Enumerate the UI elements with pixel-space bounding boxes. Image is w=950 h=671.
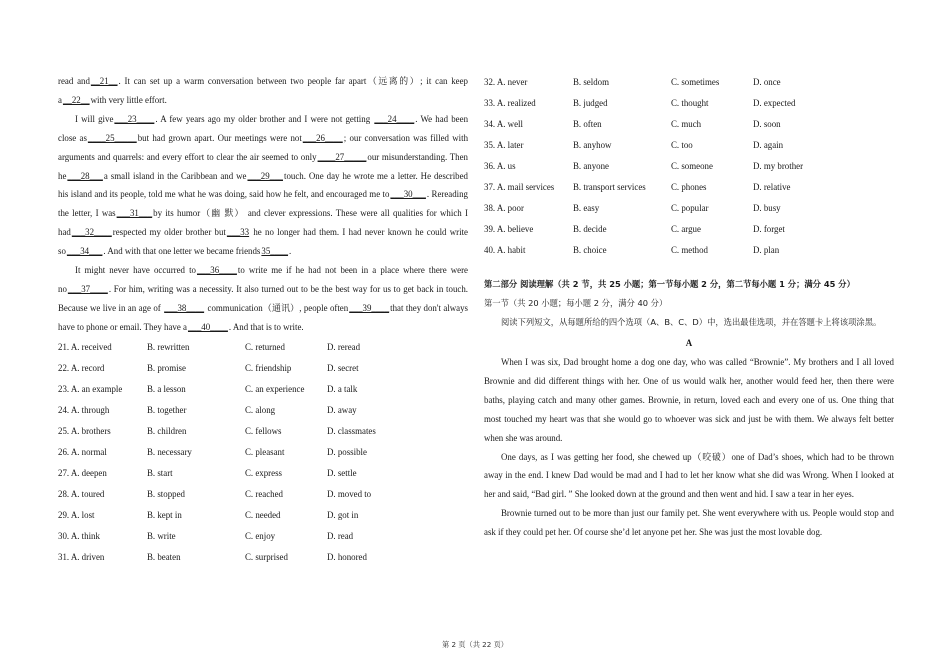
page-footer: 第 2 页（共 22 页） [442, 640, 508, 649]
option-choice: D. soon [753, 119, 781, 129]
option-choice: D. again [753, 140, 784, 150]
option-choice: D. plan [753, 245, 780, 255]
option-row [58, 547, 468, 568]
option-row [58, 421, 468, 442]
option-choice: C. needed [245, 509, 281, 520]
option-row [58, 337, 468, 358]
left-column [58, 72, 468, 568]
cloze-blank: ____25_____ [87, 132, 137, 143]
paragraph-text: that they don't always have to phone or email. They have a [58, 302, 468, 332]
paragraph-text: touch. One day he wrote me a letter. He described his island and its people, told me what he was doing, said how he felt, and encouraged me to [58, 170, 468, 200]
paragraph-text: . It can set up a warm conversation between two people far apart（远离的）; it can keep a [58, 76, 468, 105]
option-choice: D. busy [753, 203, 781, 213]
cloze-blank: ___26____ [302, 132, 343, 143]
cloze-blank: ___29___ [247, 170, 283, 181]
option-choice: D. got in [327, 509, 359, 520]
cloze-blank: ___31___ [116, 208, 153, 219]
option-choice: D. forget [753, 224, 785, 234]
option-row [58, 463, 468, 484]
option-choice: D. expected [753, 98, 796, 108]
option-choice: C. fellows [245, 425, 282, 436]
paragraph-text: . For him, writing was a necessity. It also turned out to be the best way for us to get back in touch. Because we live in an age of [58, 283, 468, 313]
paragraph-text: a small island in the Caribbean and we [103, 170, 247, 181]
cloze-blank: ___38____ [164, 302, 205, 313]
option-choice: 37. A. mail services [484, 182, 555, 192]
option-choice: 25. A. brothers [58, 425, 111, 436]
option-choice: 28. A. toured [58, 488, 105, 499]
passage-paragraph: When I was six, Dad brought home a dog one day, who was called “Brownie”. My brothers and I all loved Brownie and did different things with her. One of us would walk her, another would feed her, then there were baths, playing catch and many other games. Brownie, in return, loved each and every one of us. One thing that most touched my heart was that she would go to whoever was sick and just be with them. We always felt better when she was around. [484, 357, 894, 443]
option-choice: C. much [671, 119, 702, 129]
option-choice: C. someone [671, 161, 713, 171]
cloze-blank: ___28___ [67, 170, 103, 181]
passage-paragraph: One days, as I was getting her food, she chewed up（咬破）one of Dad’s shoes, which had to be thrown away in the end. I knew Dad would be mad and I had to let her know what she did was Wrong. When I looked at her and said, “Bad girl. ” She looked down at the ground and then went and hid. I saw a tear in her eyes. [484, 451, 894, 500]
option-choice: C. too [671, 140, 693, 150]
cloze-paragraph-1 [58, 72, 468, 110]
paragraph-text: It might never have occurred to [75, 265, 196, 276]
option-row [484, 114, 894, 135]
option-choice: C. surprised [245, 551, 288, 562]
cloze-blank: ___39____ [349, 302, 390, 313]
section-heading: 第二部分 阅读理解（共 2 节，共 25 小题；第一节每小题 2 分，第二节每小题 1 分；满分 45 分） [484, 279, 855, 289]
option-choice: 24. A. through [58, 404, 110, 415]
option-choice: C. argue [671, 224, 701, 234]
option-choice: B. seldom [573, 77, 609, 87]
option-choice: C. popular [671, 203, 709, 213]
option-row [484, 156, 894, 177]
option-choice: B. choice [573, 245, 607, 255]
option-choice: B. promise [147, 362, 186, 373]
option-choice: D. away [327, 404, 357, 415]
option-choice: 32. A. never [484, 77, 528, 87]
option-choice: 36. A. us [484, 161, 516, 171]
option-row [58, 505, 468, 526]
option-row [484, 135, 894, 156]
instruction-text: 阅读下列短文，从每题所给的四个选项（A、B、C、D）中，选出最佳选项，并在答题卡上将该项涂黑。 [501, 317, 882, 327]
option-choice: B. decide [573, 224, 607, 234]
cloze-paragraph-2 [58, 110, 468, 261]
option-choice: D. once [753, 77, 781, 87]
option-choice: B. anyhow [573, 140, 612, 150]
option-choice: 26. A. normal [58, 446, 107, 457]
option-choice: C. returned [245, 341, 285, 352]
option-choice: D. reread [327, 341, 361, 352]
paragraph-text: . And with that one letter we became friends [103, 246, 261, 257]
option-choice: D. settle [327, 467, 357, 478]
paragraph-text: read and [58, 76, 90, 86]
cloze-blank: ___24____ [374, 113, 415, 124]
option-choice: C. along [245, 404, 276, 415]
paragraph-text: . A few years ago my older brother and I were not getting [155, 113, 374, 124]
option-choice: D. a talk [327, 383, 358, 394]
paragraph-text: but had grown apart. Our meetings were not [137, 132, 302, 143]
option-row [484, 198, 894, 219]
paragraph-text: respected my older brother but [112, 227, 226, 238]
option-choice: D. possible [327, 446, 367, 457]
option-choice: B. easy [573, 203, 600, 213]
paragraph-text: . We had been close as [58, 113, 469, 143]
option-choice: B. anyone [573, 161, 609, 171]
right-column [484, 72, 894, 542]
option-row [58, 526, 468, 547]
option-choice: 40. A. habit [484, 245, 526, 255]
option-choice: D. read [327, 530, 354, 541]
paragraph-text: to write me if he had not been in a place where there were no [58, 265, 468, 294]
option-choice: B. beaten [147, 551, 181, 562]
option-choice: 29. A. lost [58, 509, 95, 520]
cloze-blank: __22__ [62, 94, 90, 105]
option-choice: C. reached [245, 488, 283, 499]
option-choice: 38. A. poor [484, 203, 524, 213]
option-choice: B. together [147, 404, 187, 415]
paragraph-text: . [289, 246, 292, 257]
cloze-options-left [58, 337, 468, 568]
option-choice: 33. A. realized [484, 98, 536, 108]
option-row [484, 93, 894, 114]
option-choice: 39. A. believe [484, 224, 534, 234]
cloze-blank: __21__ [90, 76, 118, 86]
passage-paragraph: Brownie turned out to be more than just our family pet. She went everywhere with us. People would stop and ask if they could pet her. Of course she’d let anyone pet her. She was just the most lovable dog. [484, 508, 894, 538]
option-choice: 21. A. received [58, 341, 112, 352]
option-choice: B. judged [573, 98, 608, 108]
passage-label: A [685, 338, 693, 348]
option-choice: D. honored [327, 551, 367, 562]
cloze-blank: ___36____ [196, 265, 237, 276]
cloze-blank: ___30___ [390, 189, 426, 200]
cloze-options-right [484, 72, 894, 261]
subsection-heading: 第一节（共 20 小题；每小题 2 分，满分 40 分） [484, 298, 668, 308]
option-choice: 30. A. think [58, 530, 100, 541]
cloze-paragraph-3 [58, 261, 468, 337]
option-choice: D. my brother [753, 161, 804, 171]
option-choice: C. thought [671, 98, 709, 108]
option-choice: B. often [573, 119, 602, 129]
option-choice: C. express [245, 467, 282, 478]
option-choice: C. friendship [245, 362, 292, 373]
option-row [58, 379, 468, 400]
option-choice: D. secret [327, 362, 359, 373]
option-choice: 31. A. driven [58, 551, 105, 562]
paragraph-text: he no longer had them. I had never known he could write so [58, 227, 468, 257]
option-choice: B. necessary [147, 446, 192, 457]
option-row [484, 177, 894, 198]
option-row [58, 442, 468, 463]
option-choice: D. classmates [327, 425, 376, 436]
option-choice: C. phones [671, 182, 707, 192]
option-choice: B. write [147, 530, 176, 541]
option-row [484, 219, 894, 240]
option-row [58, 484, 468, 505]
cloze-blank: ___34___ [66, 246, 103, 257]
option-choice: C. an experience [245, 383, 305, 394]
option-choice: 22. A. record [58, 362, 105, 373]
option-choice: 34. A. well [484, 119, 523, 129]
option-choice: B. rewritten [147, 341, 190, 352]
option-choice: B. stopped [147, 488, 185, 499]
option-choice: B. transport services [573, 182, 646, 192]
cloze-blank: ___37____ [67, 283, 108, 294]
paragraph-text: with very little effort. [90, 94, 167, 105]
option-choice: C. sometimes [671, 77, 720, 87]
cloze-blank: ___40____ [187, 321, 228, 332]
option-choice: B. kept in [147, 509, 182, 520]
option-row [58, 400, 468, 421]
option-choice: 35. A. later [484, 140, 524, 150]
cloze-blank: ___32____ [71, 227, 112, 238]
option-choice: B. a lesson [147, 383, 186, 394]
option-choice: C. pleasant [245, 446, 285, 457]
option-choice: 27. A. deepen [58, 467, 107, 478]
option-choice: D. moved to [327, 488, 372, 499]
paragraph-text: I will give [75, 113, 114, 124]
paragraph-text: . And that is to write. [228, 321, 304, 332]
paragraph-text: by its humor（幽 默） and clever expressions. These were all qualities for which I had [58, 208, 468, 238]
paragraph-text: our misunderstanding. Then he [58, 151, 468, 181]
option-choice: C. method [671, 245, 708, 255]
paragraph-text: . Rereading the letter, I was [58, 189, 468, 219]
cloze-blank: ____27_____ [317, 151, 367, 162]
paragraph-text: ; our conversation was filled with arguments and quarrels: and every effort to clear the air seemed to only [58, 132, 469, 162]
paragraph-text: communication（通讯）, people often [205, 302, 349, 313]
cloze-blank: 35____ [261, 246, 289, 257]
option-choice: B. start [147, 467, 173, 478]
option-choice: C. enjoy [245, 530, 276, 541]
option-row [484, 72, 894, 93]
option-row [484, 240, 894, 261]
option-choice: B. children [147, 425, 187, 436]
option-choice: D. relative [753, 182, 791, 192]
option-row [58, 358, 468, 379]
cloze-blank: ___33 [226, 227, 250, 238]
cloze-blank: ___23____ [114, 113, 155, 124]
option-choice: 23. A. an example [58, 383, 123, 394]
